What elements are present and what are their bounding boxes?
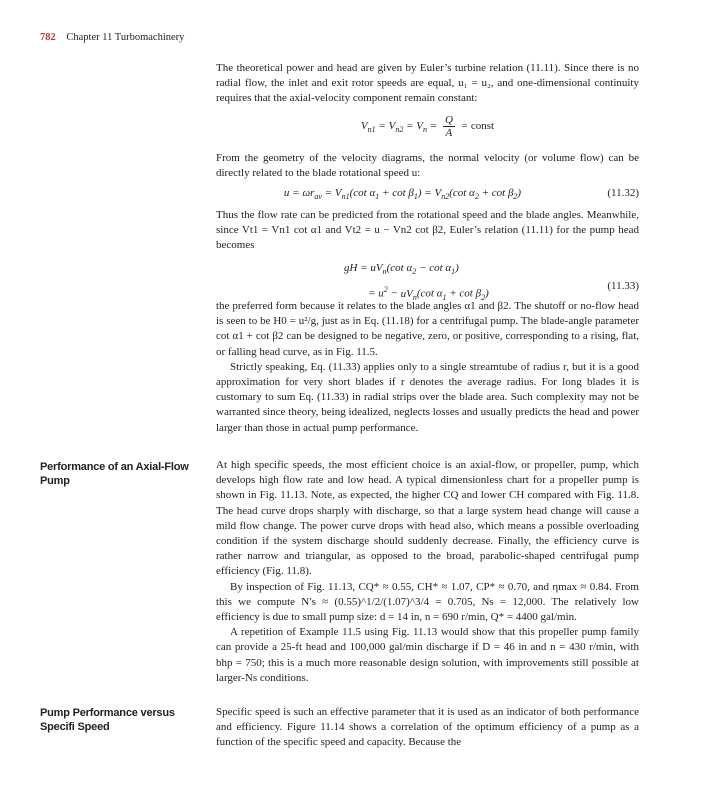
side-heading-axial-flow: Performance of an Axial-Flow Pump bbox=[40, 461, 189, 487]
paragraph-2-text: From the geometry of the velocity diagrams, the normal velocity (or volume flow) can be directly related to the blade rotational speed u: bbox=[216, 152, 639, 180]
equation-continuity: $V_{n1} = V_{n2} = V_n$ = $\frac{Q}{A}$ = const bbox=[360, 114, 495, 139]
paragraph-1-text: The theoretical power and head are given by Euler’s turbine relation (11.11). Since there is no radial flow, the inlet and exit rotor speeds are equal, u₁ = u₂, and one-dimensional continuity requires that the axial-velocity component remain constant: bbox=[216, 62, 639, 105]
paragraph-4 bbox=[216, 299, 639, 436]
side-heading-specific-speed: Pump Performance versus Specifi Speed bbox=[40, 707, 175, 733]
paragraph-8-text: A repetition of Example 11.5 using Fig. 11.13 would show that this propeller pump family can provide a 25-ft head and 100,000 gal/min discharge if D = 46 in and n = 430 r/min, with bhp = 750; this is a much more reasonable design solution, with improvements still possible at larger-Ns conditions. bbox=[216, 626, 639, 684]
paragraph-9-text: Specific speed is such an effective parameter that it is used as an indicator of both performance and efficiency. Figure 11.14 shows a correlation of the optimum efficiency of a pump as a function of the specific speed and capacity. Because the bbox=[216, 706, 639, 749]
paragraph-5-text: Strictly speaking, Eq. (11.33) applies only to a single streamtube of radius r, but it is a good approximation for very short blades if r denotes the average radius. For long blades it is customary to sum Eq. (11.33) in radial strips over the blade area. Such complexity may not be warranted since theory, being idealized, neglects losses and usually predicts the head and power larger than those in actual pump performance. bbox=[216, 360, 639, 434]
equation-11-33: gH = $uV_n(\cot$ $\alpha_2 - \cot \alpha_1$) = $u^2 - uV_n(\cot$ $\alpha_1 + \cot \beta_2$) (11.33) bbox=[344, 262, 639, 303]
paragraph-3-text: Thus the flow rate can be predicted from the rotational speed and the blade angles. Meanwhile, since Vt1 = Vn1 cot α1 and Vt2 = u − Vn2 cot β2, Euler’s relation (11.11) for the pump head becomes bbox=[216, 209, 639, 252]
page-number: 782 bbox=[40, 32, 56, 43]
equation-number-11-32: (11.32) bbox=[607, 187, 639, 199]
paragraph-7-text: By inspection of Fig. 11.13, CQ* ≈ 0.55, CH* ≈ 1.07, CP* ≈ 0.70, and ηmax ≈ 0.84. From this we compute N′s ≈ (0.55)^1/2/(1.07)^3/4 = 0.705, Ns = 12,000. The relatively low efficiency is due to small pump size: d = 14 in, n = 690 r/min, Q* = 4400 gal/min. bbox=[216, 580, 639, 624]
paragraph-4-text: the preferred form because it relates to the blade angles α1 and β2. The shutoff or no-flow head is seen to be H0 = u²/g, just as in Eq. (11.18) for a centrifugal pump. The blade-angle parameter cot α1 + cot β2 can be designed to be negative, zero, or positive, corresponding to a rising, flat, or falling head curve, as in Fig. 11.5. bbox=[216, 300, 639, 358]
equation-11-32: $u = \omega r_{av} = V_{n1}(\cot$ $\alpha_1 + \cot \beta_1) = V_{n2}(\cot$ $\alpha_2 + \cot \beta_2$) (11.32) bbox=[283, 187, 639, 202]
section-axial-flow bbox=[216, 458, 639, 686]
paragraph-3 bbox=[216, 208, 639, 254]
paragraph-2 bbox=[216, 151, 639, 181]
equation-number-11-33: (11.33) bbox=[607, 280, 639, 292]
section-specific-speed bbox=[216, 705, 639, 751]
paragraph-1 bbox=[216, 61, 639, 107]
page-header bbox=[40, 32, 184, 43]
paragraph-6-text: At high specific speeds, the most efficient choice is an axial-flow, or propeller, pump, which develops high flow rate and low head. A typical dimensionless chart for a propeller pump is shown in Fig. 11.13. Note, as expected, the higher CQ and lower CH compared with Fig. 11.8. The head curve drops sharply with discharge, so that a large system head change will cause a mild flow change. The power curve drops with head also, which means a possible overloading condition if the system discharge should suddenly decrease. Finally, the efficiency curve is rather narrow and triangular, as opposed to the broad, parabolic-shaped centrifugal pump efficiency (Fig. 11.8). bbox=[216, 459, 639, 578]
chapter-title: Chapter 11 Turbomachinery bbox=[66, 32, 185, 43]
